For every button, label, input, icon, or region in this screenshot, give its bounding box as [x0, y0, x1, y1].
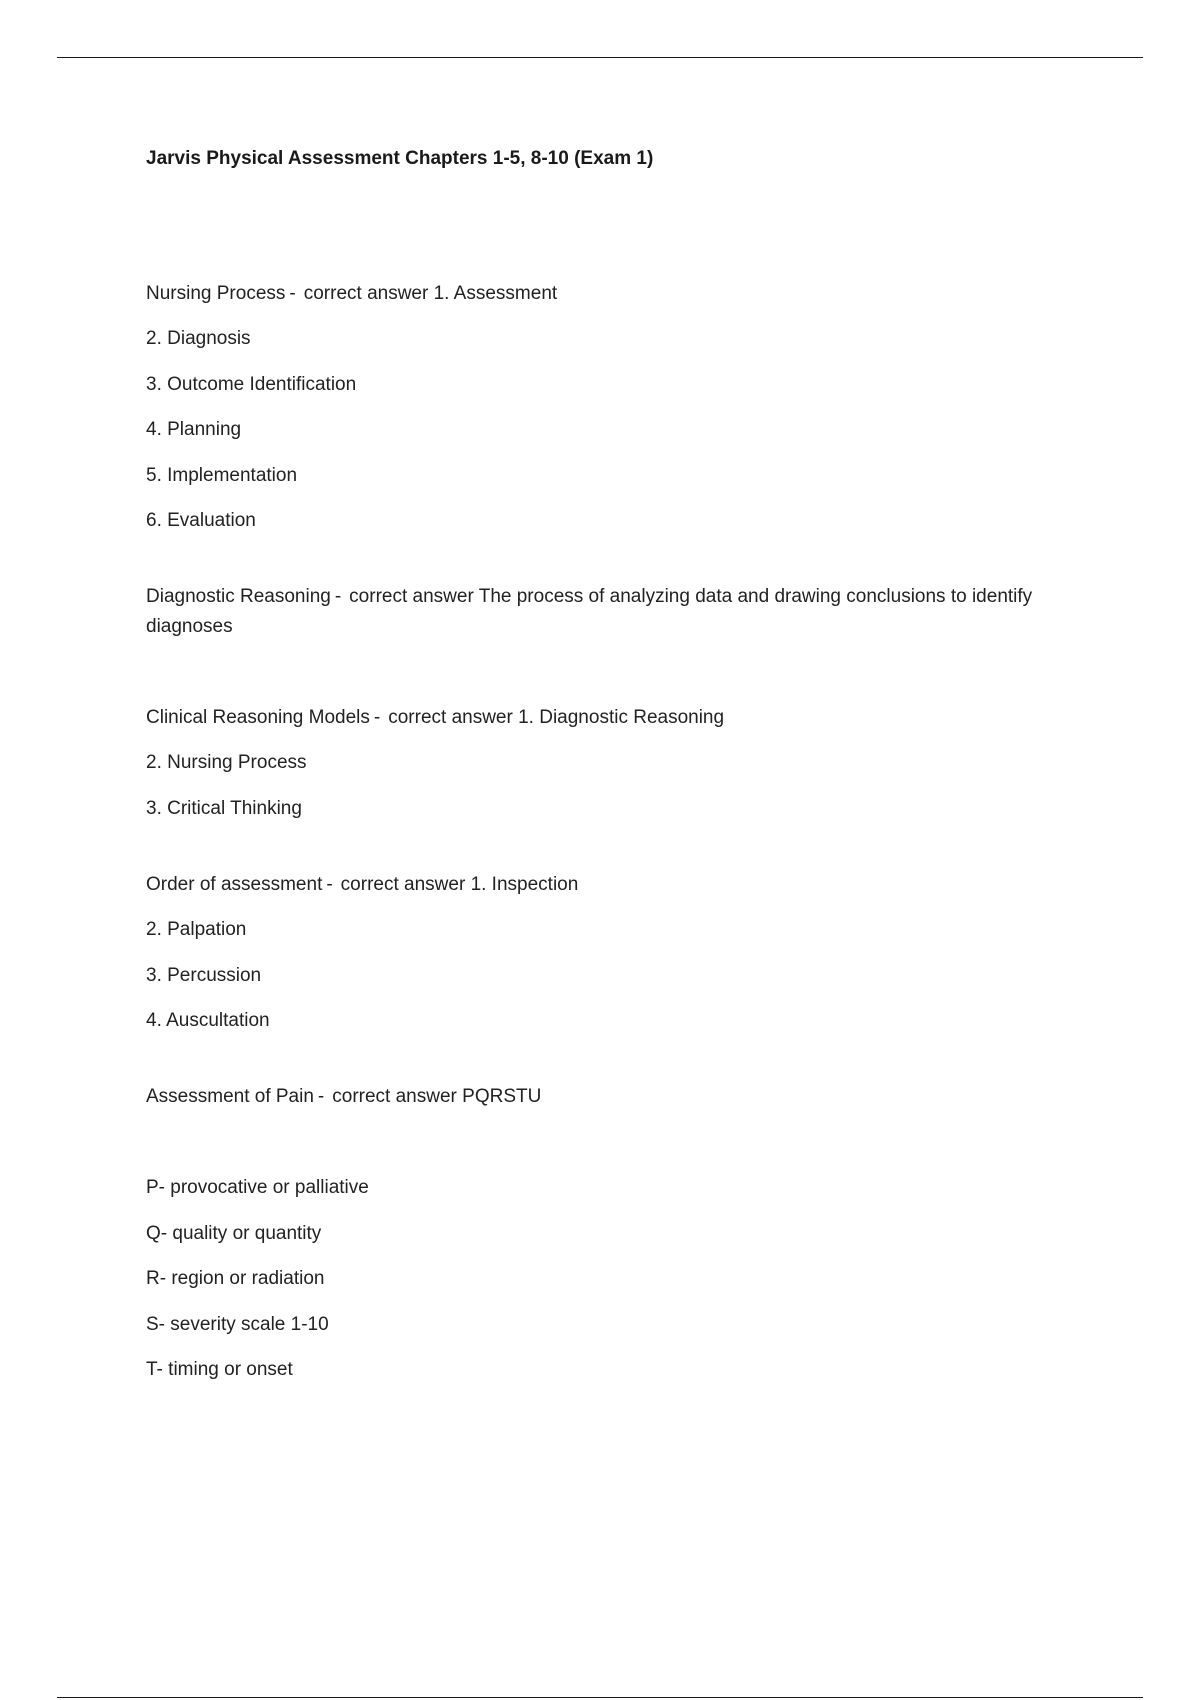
list-item: 3. Critical Thinking [146, 798, 302, 819]
pain-line: P- provocative or palliative [146, 1177, 369, 1198]
pain-line: Q- quality or quantity [146, 1223, 322, 1244]
card-term: Clinical Reasoning Models [146, 707, 370, 728]
answer-prefix: correct answer [340, 874, 466, 895]
card-diagnostic-reasoning: Diagnostic Reasoning - correct answer The process of analyzing data and drawing conclusions to identify diagnoses [146, 586, 1033, 637]
list-item: 2. Palpation [146, 919, 247, 940]
card-order-of-assessment: Order of assessment - correct answer 1. Inspection [146, 874, 579, 895]
answer-prefix: correct answer [303, 283, 429, 304]
card-answer: 1. Diagnostic Reasoning [518, 707, 725, 728]
pain-line: R- region or radiation [146, 1268, 325, 1289]
document-title: Jarvis Physical Assessment Chapters 1-5, 8-10 (Exam 1) [146, 148, 654, 169]
header-rule [57, 57, 1143, 58]
card-answer: The process of analyzing data and drawing conclusions to identify diagnoses [146, 586, 1033, 637]
card-answer: 1. Assessment [433, 283, 558, 304]
answer-prefix: correct answer [349, 586, 474, 607]
answer-prefix: correct answer [388, 707, 513, 728]
list-item: 4. Planning [146, 419, 242, 440]
card-clinical-reasoning-models: Clinical Reasoning Models - correct answer 1. Diagnostic Reasoning [146, 707, 725, 728]
card-term: Order of assessment [146, 874, 323, 895]
card-answer: PQRSTU [462, 1086, 542, 1107]
pain-line: S- severity scale 1-10 [146, 1314, 329, 1335]
list-item: 5. Implementation [146, 465, 298, 486]
card-assessment-of-pain: Assessment of Pain - correct answer PQRSTU [146, 1086, 542, 1107]
list-item: 6. Evaluation [146, 510, 256, 531]
card-term: Nursing Process [146, 283, 286, 304]
card-answer: 1. Inspection [470, 874, 579, 895]
card-nursing-process: Nursing Process - correct answer 1. Assessment [146, 283, 558, 304]
document-body [146, 145, 1096, 1385]
pain-line: T- timing or onset [146, 1359, 293, 1380]
list-item: 3. Percussion [146, 965, 262, 986]
list-item: 2. Nursing Process [146, 752, 307, 773]
list-item: 4. Auscultation [146, 1010, 270, 1031]
card-term: Assessment of Pain [146, 1086, 314, 1107]
footer-rule [57, 1697, 1143, 1698]
list-item: 2. Diagnosis [146, 328, 251, 349]
list-item: 3. Outcome Identification [146, 374, 357, 395]
card-term: Diagnostic Reasoning [146, 586, 331, 607]
answer-prefix: correct answer [332, 1086, 457, 1107]
